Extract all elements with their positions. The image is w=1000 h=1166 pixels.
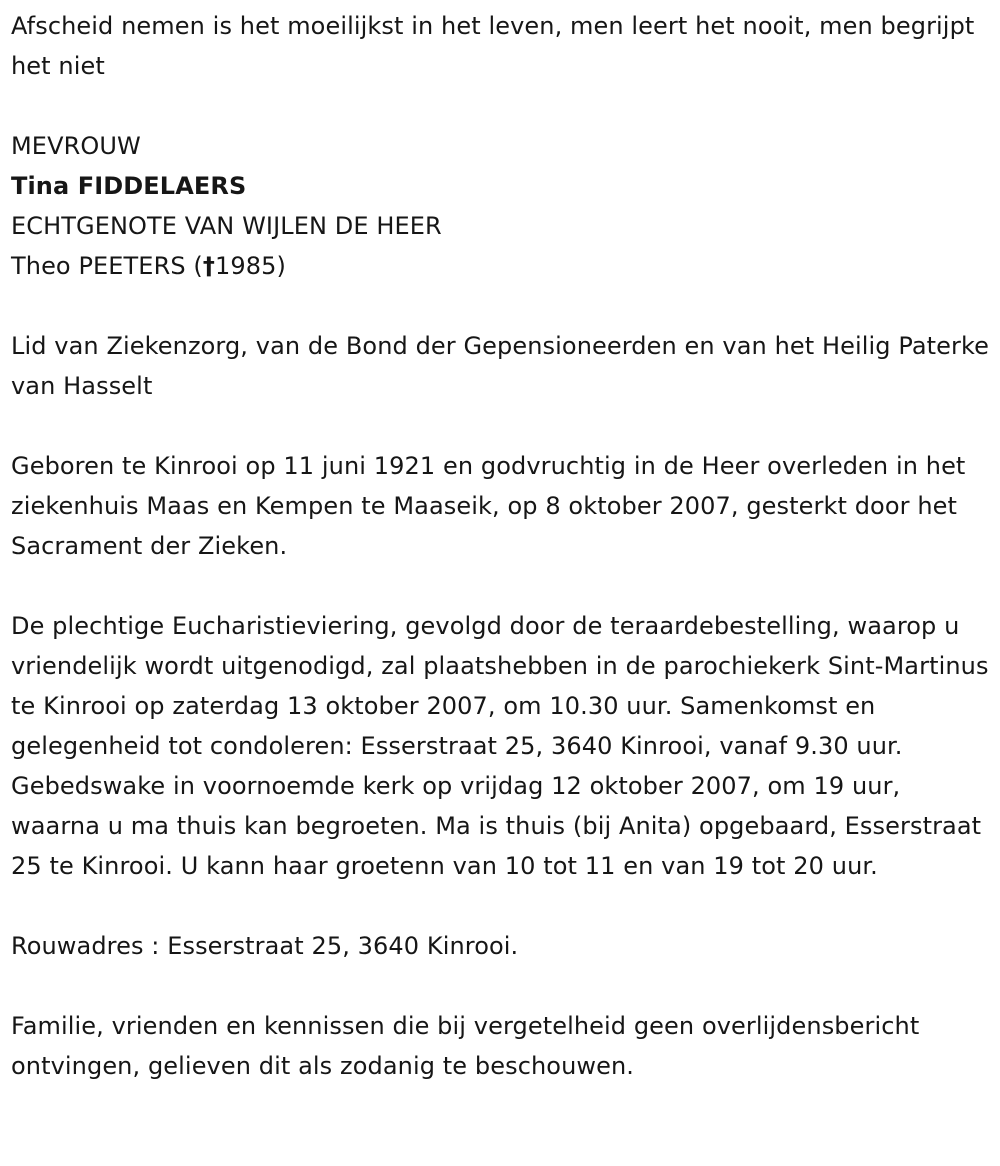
cross-icon: † <box>202 252 215 280</box>
birth-death-paragraph: Geboren te Kinrooi op 11 juni 1921 en godvruchtig in de Heer overleden in het ziekenhuis Maas en Kempen te Maaseik, op 8 oktober 2007, gesterkt door het Sacrament der Zieken. <box>11 452 966 560</box>
spouse-label: ECHTGENOTE VAN WIJLEN DE HEER <box>11 212 442 240</box>
honorific-title: MEVROUW <box>11 132 141 160</box>
mourning-address: Rouwadres : Esserstraat 25, 3640 Kinrooi. <box>11 932 519 960</box>
deceased-name: Tina FIDDELAERS <box>11 172 247 200</box>
opening-quote: Afscheid nemen is het moeilijkst in het leven, men leert het nooit, men begrijpt het niet <box>11 12 975 80</box>
closing-note: Familie, vrienden en kennissen die bij vergetelheid geen overlijdensbericht ontvingen, gelieven dit als zodanig te beschouwen. <box>11 1012 920 1080</box>
ceremony-paragraph: De plechtige Eucharistieviering, gevolgd door de teraardebestelling, waarop u vriendelijk wordt uitgenodigd, zal plaatshebben in de parochiekerk Sint-Martinus te Kinrooi op zaterdag 13 oktober 2007, om 10.30 uur. Samenkomst en gelegenheid tot condoleren: Esserstraat 25, 3640 Kinrooi, vanaf 9.30 uur. Gebedswake in voornoemde kerk op vrijdag 12 oktober 2007, om 19 uur, waarna u ma thuis kan begroeten. Ma is thuis (bij Anita) opgebaard, Esserstraat 25 te Kinrooi. U kann haar groetenn van 10 tot 11 en van 19 tot 20 uur. <box>11 612 989 880</box>
obituary-document <box>11 6 991 1126</box>
memberships: Lid van Ziekenzorg, van de Bond der Gepensioneerden en van het Heilig Paterke van Hasselt <box>11 332 990 400</box>
spouse-death-year: 1985) <box>215 252 286 280</box>
spouse-line <box>11 246 991 286</box>
spouse-name: Theo PEETERS ( <box>11 252 203 280</box>
deceased-block <box>11 126 991 286</box>
